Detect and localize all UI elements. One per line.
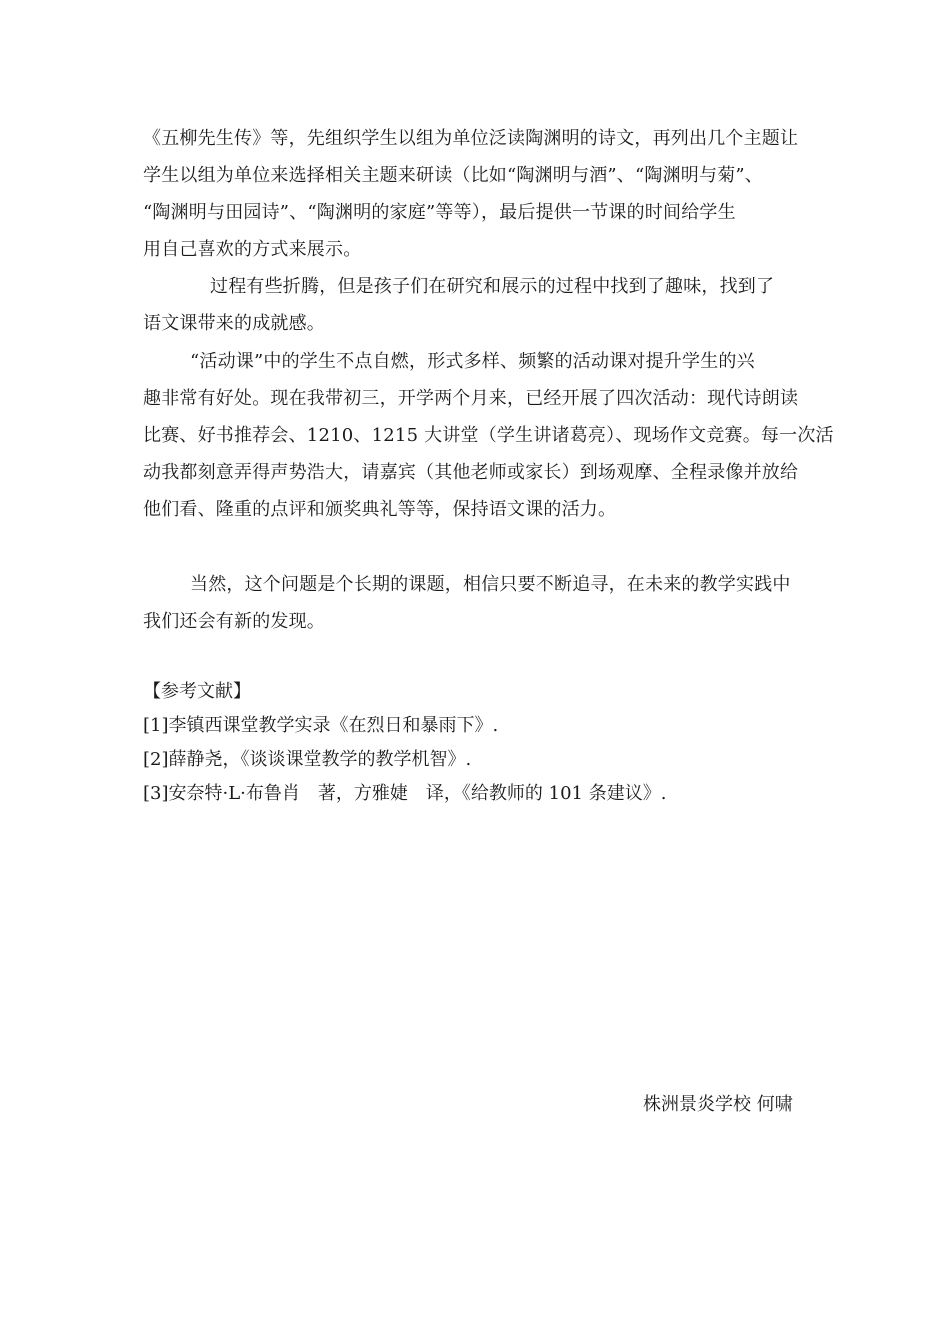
reference-item-1: [1]李镇西课堂教学实录《在烈日和暴雨下》. [143,715,499,736]
paragraph-1-line-2: 学生以组为单位来选择相关主题来研读（比如“陶渊明与酒”、“陶渊明与菊”、 [143,165,764,186]
paragraph-1-line-4: 用自己喜欢的方式来展示。 [143,239,362,260]
paragraph-2-line-1: 过程有些折腾，但是孩子们在研究和展示的过程中找到了趣味，找到了 [210,276,775,297]
paragraph-3-line-3: 比赛、好书推荐会、1210、1215 大讲堂（学生讲诸葛亮）、现场作文竞赛。每一次活 [143,425,834,446]
paragraph-3-line-2: 趣非常有好处。现在我带初三，开学两个月来，已经开展了四次活动：现代诗朗读 [143,388,799,409]
paragraph-4-line-2: 我们还会有新的发现。 [143,611,325,632]
paragraph-1-line-1: 《五柳先生传》等，先组织学生以组为单位泛读陶渊明的诗文，再列出几个主题让 [143,128,799,149]
paragraph-3-line-1: “活动课”中的学生不点自燃，形式多样、频繁的活动课对提升学生的兴 [190,351,755,372]
paragraph-1-line-3: “陶渊明与田园诗”、“陶渊明的家庭”等等），最后提供一节课的时间给学生 [143,202,736,223]
paragraph-3-line-5: 他们看、隆重的点评和颁奖典礼等等，保持语文课的活力。 [143,499,617,520]
author-signature: 株洲景炎学校 何啸 [643,1094,793,1115]
reference-item-3: [3]安奈特·L·布鲁肖 著，方雅婕 译，《给教师的 101 条建议》. [143,783,667,804]
paragraph-2-line-2: 语文课带来的成就感。 [143,313,325,334]
paragraph-3-line-4: 动我都刻意弄得声势浩大，请嘉宾（其他老师或家长）到场观摩、全程录像并放给 [143,462,799,483]
references-heading: 【参考文献】 [143,681,251,702]
paragraph-4-line-1: 当然，这个问题是个长期的课题，相信只要不断追寻，在未来的教学实践中 [190,574,791,595]
reference-item-2: [2]薛静尧，《谈谈课堂教学的教学机智》. [143,749,472,770]
